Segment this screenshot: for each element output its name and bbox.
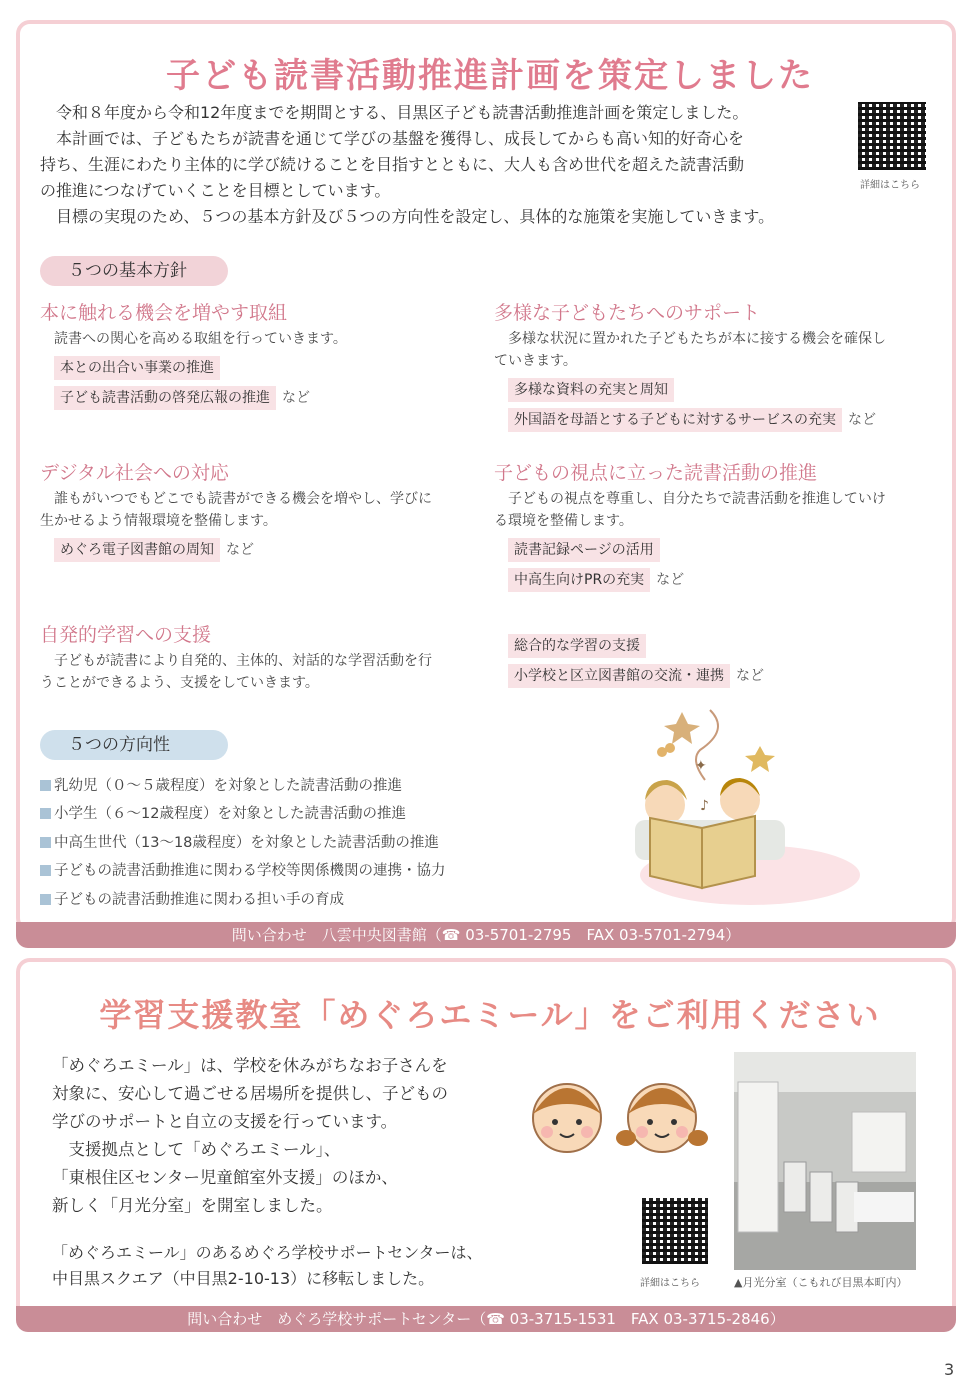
bullet-square [40, 837, 51, 848]
intro-line: 令和８年度から令和12年度までを期間とする、目黒区子ども読書活動推進計画を策定しました。 [40, 103, 749, 122]
tag-label: 読書記録ページの活用 [508, 538, 660, 562]
tag-label: 外国語を母語とする子どもに対するサービスの充実 [508, 408, 842, 432]
desc-line: る環境を整備します。 [494, 513, 633, 529]
desc-line: 多様な状況に置かれた子どもたちが本に接する機会を確保し [494, 331, 886, 347]
body-line: 中目黒スクエア（中目黒2-10-13）に移転しました。 [52, 1269, 435, 1288]
direction-text: 小学生（６～12歳程度）を対象とした読書活動の推進 [54, 806, 406, 822]
desc-line: 読書への関心を高める取組を行っていきます。 [40, 331, 347, 347]
policy-desc [494, 488, 934, 532]
tag-label: 本との出合い事業の推進 [54, 356, 220, 380]
policy-heading: 本に触れる機会を増やす取組 [40, 302, 288, 324]
bullet-square [40, 894, 51, 905]
intro-line: の推進につなげていくことを目標としています。 [40, 181, 391, 200]
desc-line: 生かせるよう情報環境を整備します。 [40, 513, 277, 529]
qr-caption: 詳細はこちら [640, 1278, 700, 1289]
body-line: 支援拠点として「めぐろエミール」、 [52, 1140, 341, 1159]
desc-line: 子どもが読書により自発的、主体的、対話的な学習活動を行 [40, 653, 432, 669]
policy-desc [40, 328, 480, 350]
direction-item [40, 888, 344, 909]
policy-tag [508, 378, 674, 402]
direction-item [40, 774, 402, 795]
qr-code[interactable] [642, 1198, 708, 1264]
gekko-room-photo [734, 1052, 916, 1270]
body-line: 「めぐろエミール」は、学校を休みがちなお子さんを [52, 1056, 448, 1075]
desc-line: ていきます。 [494, 353, 577, 369]
policy-tag [54, 538, 254, 562]
page-number: 3 [944, 1360, 955, 1379]
tag-label: 子ども読書活動の啓発広報の推進 [54, 386, 276, 410]
policy-tag [54, 386, 310, 410]
qr-code[interactable] [858, 102, 926, 170]
nado-text: など [226, 542, 254, 558]
desc-line: 子どもの視点を尊重し、自分たちで読書活動を推進していけ [494, 491, 886, 507]
policy-tag [508, 664, 764, 688]
reading-plan-title: 子ども読書活動推進計画を策定しました [166, 56, 814, 96]
policy-tag [508, 634, 646, 658]
policy-tag [508, 568, 684, 592]
desc-line: うことができるよう、支援をしていきます。 [40, 675, 319, 691]
policy-tag [54, 356, 220, 380]
svg-text:♪: ♪ [700, 798, 709, 814]
bullet-square [40, 780, 51, 791]
children-reading-illustration [610, 700, 910, 910]
direction-text: 中高生世代（13～18歳程度）を対象とした読書活動の推進 [54, 835, 439, 851]
body-line: 新しく「月光分室」を開室しました。 [52, 1196, 333, 1215]
qr-caption: 詳細はこちら [860, 180, 920, 191]
bullet-square [40, 808, 51, 819]
tag-label: 小学校と区立図書館の交流・連携 [508, 664, 730, 688]
tag-label: めぐろ電子図書館の周知 [54, 538, 220, 562]
tag-label: 多様な資料の充実と周知 [508, 378, 674, 402]
direction-text: 子どもの読書活動推進に関わる学校等関係機関の連携・協力 [54, 863, 446, 879]
nado-text: など [736, 668, 764, 684]
bullet-square [40, 865, 51, 876]
intro-line: 目標の実現のため、５つの基本方針及び５つの方向性を設定し、具体的な施策を実施していきます。 [40, 207, 775, 226]
direction-text: 子どもの読書活動推進に関わる担い手の育成 [54, 892, 344, 908]
policy-desc [40, 488, 480, 532]
children-faces-illustration [522, 1070, 722, 1160]
directions-label: ５つの方向性 [40, 730, 228, 760]
tag-label: 総合的な学習の支援 [508, 634, 646, 658]
library-contact-bar: 問い合わせ 八雲中央図書館（☎ 03-5701-2795 FAX 03-5701-2794） [16, 922, 956, 948]
nado-text: など [848, 412, 876, 428]
policy-heading: 多様な子どもたちへのサポート [494, 302, 761, 324]
direction-item [40, 831, 439, 852]
policy-tag [508, 538, 660, 562]
direction-item [40, 802, 406, 823]
policy-tag [508, 408, 876, 432]
emile-relocation [52, 1240, 572, 1292]
policy-heading: デジタル社会への対応 [40, 462, 229, 484]
intro-line: 本計画では、子どもたちが読書を通じて学びの基盤を獲得し、成長してからも高い知的好奇心を [40, 129, 745, 148]
reading-plan-intro [40, 100, 860, 230]
body-line: 「めぐろエミール」のあるめぐろ学校サポートセンターは、 [52, 1243, 483, 1262]
policy-desc [40, 650, 490, 694]
body-line: 対象に、安心して過ごせる居場所を提供し、子どもの [52, 1084, 448, 1103]
nado-text: など [282, 390, 310, 406]
policy-desc [494, 328, 934, 372]
nado-text: など [656, 572, 685, 588]
body-line: 「東根住区センター児童館室外支援」のほか、 [52, 1168, 398, 1187]
policy-heading: 自発的学習への支援 [40, 624, 212, 646]
svg-text:✦: ✦ [695, 758, 707, 774]
direction-item [40, 859, 446, 880]
direction-text: 乳幼児（０～５歳程度）を対象とした読書活動の推進 [54, 778, 402, 794]
emile-body [52, 1052, 522, 1220]
support-center-contact-bar: 問い合わせ めぐろ学校サポートセンター（☎ 03-3715-1531 FAX 03-3715-2846） [16, 1306, 956, 1332]
emile-title: 学習支援教室「めぐろエミール」をご利用ください [99, 996, 881, 1034]
body-line: 学びのサポートと自立の支援を行っています。 [52, 1112, 398, 1131]
policy-heading: 子どもの視点に立った読書活動の推進 [494, 462, 818, 484]
photo-caption: ▲月光分室（こもれび目黒本町内） [734, 1276, 908, 1289]
desc-line: 誰もがいつでもどこでも読書ができる機会を増やし、学びに [40, 491, 432, 507]
policies-label: ５つの基本方針 [40, 256, 228, 286]
intro-line: 持ち、生涯にわたり主体的に学び続けることを目指すとともに、大人も含め世代を超えた読書活動 [40, 155, 745, 174]
tag-label: 中高生向けPRの充実 [508, 568, 650, 592]
